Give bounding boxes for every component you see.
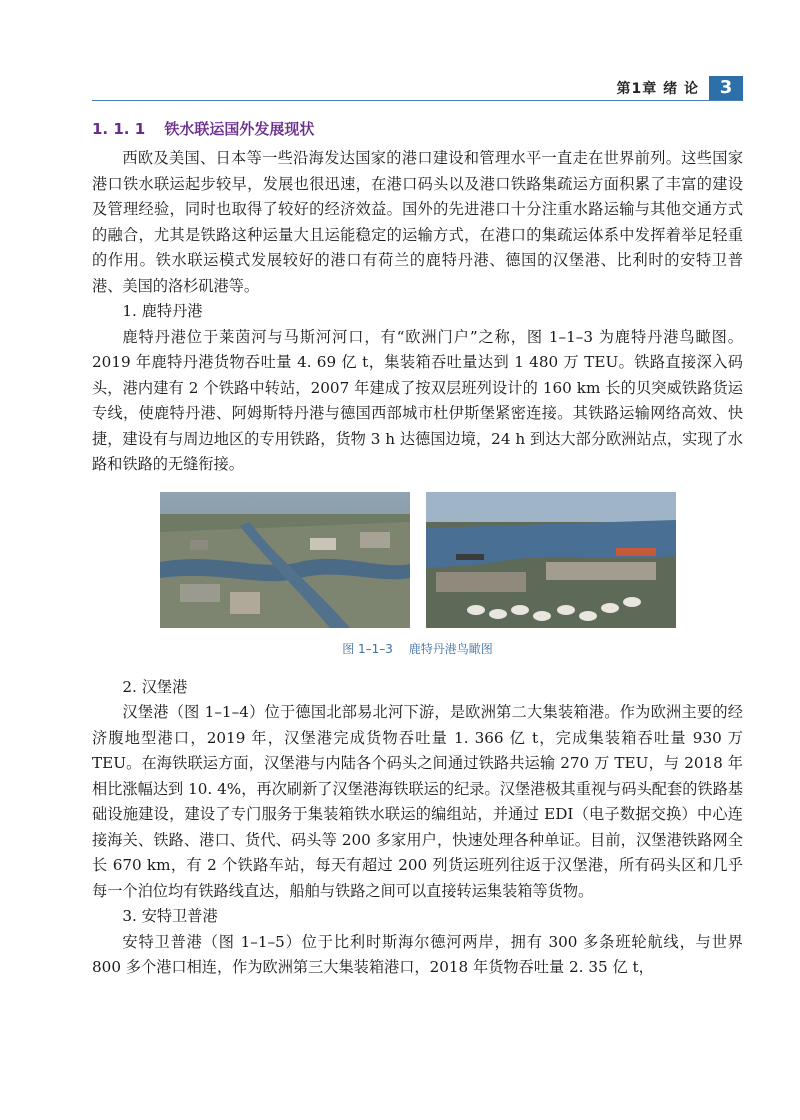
figure-rotterdam	[92, 492, 743, 628]
figure-caption	[92, 640, 743, 657]
page-number: 3	[709, 76, 743, 100]
running-head	[617, 76, 744, 100]
figure-number: 图 1–1–3	[342, 641, 393, 656]
intro-paragraph: 西欧及美国、日本等一些沿海发达国家的港口建设和管理水平一直走在世界前列。这些国家港口铁水联运起步较早，发展也很迅速，在港口码头以及港口铁路集疏运方面积累了丰富的建设及管理经验，同时也取得了较好的经济效益。国外的先进港口十分注重水路运输与其他交通方式的融合，尤其是铁路这种运量大且运能稳定的运输方式，在港口的集疏运体系中发挥着举足轻重的作用。铁水联运模式发展较好的港口有荷兰的鹿特丹港、德国的汉堡港、比利时的安特卫普港、美国的洛杉矶港等。	[92, 149, 743, 295]
section-title	[92, 118, 743, 140]
rotterdam-aerial-photo-right	[426, 492, 676, 628]
chapter-label: 第1章 绪 论	[616, 81, 699, 97]
page-body	[92, 118, 743, 981]
rotterdam-paragraph: 鹿特丹港位于莱茵河与马斯河河口，有“欧洲门户”之称，图 1–1–3 为鹿特丹港鸟瞰图。2019 年鹿特丹港货物吞吐量 4. 69 亿 t，集装箱吞吐量达到 1 480 万 TEU。铁路直接深入码头，港内建有 2 个铁路中转站，2007 年建成了按双层班列设计的 160 km 长的贝突威铁路货运专线，使鹿特丹港、阿姆斯特丹港与德国西部城市杜伊斯堡紧密连接。其铁路运输网络高效、快捷，建设有与周边地区的专用铁路，货物 3 h 达德国边境，24 h 到达大部分欧洲站点，实现了水路和铁路的无缝衔接。	[92, 327, 743, 473]
section-title-text: 铁水联运国外发展现状	[164, 120, 315, 138]
antwerp-heading: 3. 安特卫普港	[122, 907, 218, 925]
figure-caption-text: 鹿特丹港鸟瞰图	[408, 641, 493, 656]
header-rule	[92, 100, 743, 101]
rotterdam-aerial-photo-left	[160, 492, 410, 628]
hamburg-heading: 2. 汉堡港	[122, 677, 188, 696]
antwerp-paragraph: 安特卫普港（图 1–1–5）位于比利时斯海尔德河两岸，拥有 300 多条班轮航线，与世界 800 多个港口相连，作为欧洲第三大集装箱港口，2018 年货物吞吐量 2. 35 亿 t，	[92, 932, 743, 976]
rotterdam-heading: 1. 鹿特丹港	[122, 302, 203, 320]
hamburg-paragraph: 汉堡港（图 1–1–4）位于德国北部易北河下游，是欧洲第二大集装箱港。作为欧洲主要的经济腹地型港口，2019 年，汉堡港完成货物吞吐量 1. 366 亿 t，完成集装箱吞吐量 930 万 TEU。在海铁联运方面，汉堡港与内陆各个码头之间通过铁路共运输 270 万 TEU，与 2018 年相比涨幅达到 10. 4%，再次刷新了汉堡港海铁联运的纪录。汉堡港极其重视与码头配套的铁路基础设施建设，建设了专门服务于集装箱铁水联运的编组站，并通过 EDI（电子数据交换）中心连接海关、铁路、港口、货代、码头等 200 多家用户，快速处理各种单证。目前，汉堡港铁路网全长 670 km，有 2 个铁路车站，每天有超过 200 列货运班列往返于汉堡港，所有码头区和几乎每一个泊位均有铁路线直达，船舶与铁路之间可以直接转运集装箱等货物。	[92, 703, 743, 900]
section-number: 1. 1. 1	[92, 120, 146, 138]
